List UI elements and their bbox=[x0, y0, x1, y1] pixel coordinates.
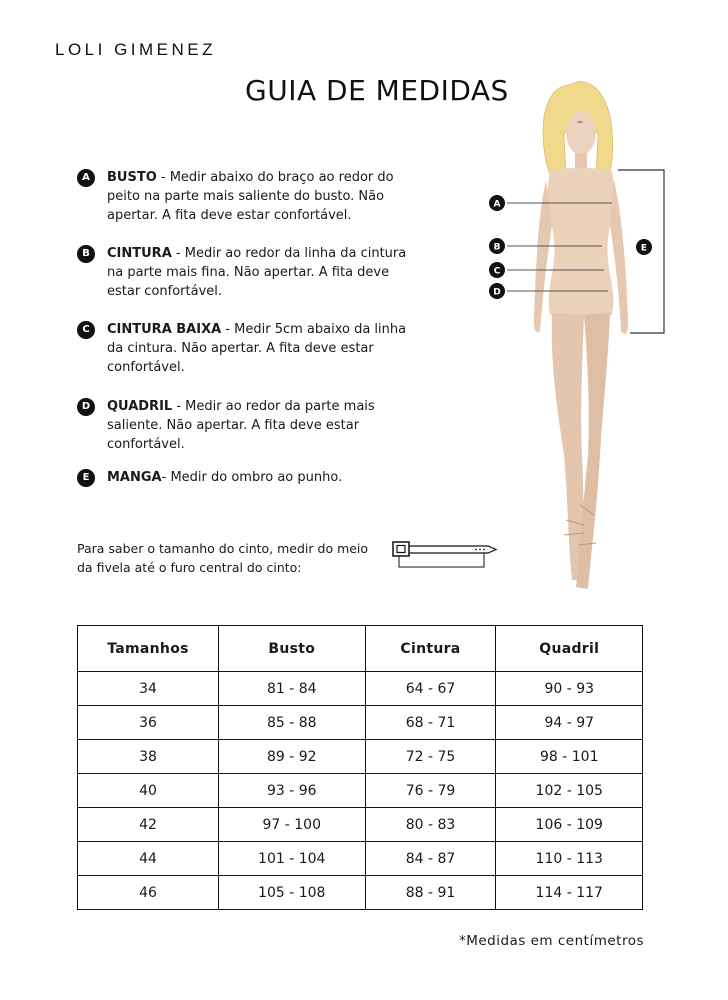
cell-size: 36 bbox=[78, 706, 219, 740]
cell-size: 34 bbox=[78, 672, 219, 706]
cell-cintura: 80 - 83 bbox=[365, 808, 496, 842]
table-row bbox=[78, 740, 643, 774]
cell-quadril: 98 - 101 bbox=[496, 740, 643, 774]
cell-busto: 93 - 96 bbox=[219, 774, 366, 808]
cell-busto: 89 - 92 bbox=[219, 740, 366, 774]
measurement-item-manga bbox=[77, 468, 342, 487]
measurement-separator: - bbox=[221, 322, 235, 337]
footnote: *Medidas em centímetros bbox=[458, 933, 644, 949]
cell-size: 38 bbox=[78, 740, 219, 774]
cell-cintura: 68 - 71 bbox=[365, 706, 496, 740]
measurement-separator: - bbox=[171, 246, 185, 261]
table-row bbox=[78, 774, 643, 808]
table-row bbox=[78, 808, 643, 842]
cell-quadril: 110 - 113 bbox=[496, 842, 643, 876]
cell-cintura: 88 - 91 bbox=[365, 876, 496, 910]
cell-size: 40 bbox=[78, 774, 219, 808]
table-row bbox=[78, 876, 643, 910]
measurement-item-quadril bbox=[77, 397, 417, 454]
brand-logo: LOLI GIMENEZ bbox=[55, 40, 217, 59]
measurement-term: CINTURA bbox=[107, 246, 172, 261]
figure-label-a: A bbox=[493, 199, 501, 210]
header-cintura: Cintura bbox=[365, 626, 496, 672]
badge-a: A bbox=[77, 169, 95, 187]
measurement-description: Medir do ombro ao punho. bbox=[170, 470, 343, 485]
cell-cintura: 72 - 75 bbox=[365, 740, 496, 774]
measurement-description: Medir abaixo do braço ao redor do peito na parte mais saliente do busto. Não apertar. A fita deve estar confortável. bbox=[107, 170, 394, 223]
page-title: GUIA DE MEDIDAS bbox=[245, 74, 509, 107]
cell-busto: 85 - 88 bbox=[219, 706, 366, 740]
figure-label-e: E bbox=[640, 243, 648, 254]
badge-c: C bbox=[77, 321, 95, 339]
measurement-term: BUSTO bbox=[107, 170, 157, 185]
badge-d: D bbox=[77, 398, 95, 416]
table-row bbox=[78, 706, 643, 740]
cell-quadril: 90 - 93 bbox=[496, 672, 643, 706]
cell-size: 42 bbox=[78, 808, 219, 842]
belt-note: Para saber o tamanho do cinto, medir do meio da fivela até o furo central do cinto: bbox=[77, 541, 369, 575]
cell-size: 44 bbox=[78, 842, 219, 876]
header-quadril: Quadril bbox=[496, 626, 643, 672]
cell-busto: 81 - 84 bbox=[219, 672, 366, 706]
measurement-term: MANGA bbox=[107, 470, 162, 485]
cell-busto: 105 - 108 bbox=[219, 876, 366, 910]
badge-e: E bbox=[77, 469, 95, 487]
measurement-description: Medir 5cm abaixo da linha da cintura. Não apertar. A fita deve estar confortável. bbox=[107, 322, 407, 375]
cell-cintura: 64 - 67 bbox=[365, 672, 496, 706]
table-row bbox=[78, 842, 643, 876]
cell-busto: 97 - 100 bbox=[219, 808, 366, 842]
measurement-separator: - bbox=[156, 170, 170, 185]
cell-quadril: 102 - 105 bbox=[496, 774, 643, 808]
cell-cintura: 84 - 87 bbox=[365, 842, 496, 876]
cell-cintura: 76 - 79 bbox=[365, 774, 496, 808]
badge-b: B bbox=[77, 245, 95, 263]
measurement-term: CINTURA BAIXA bbox=[107, 322, 222, 337]
header-busto: Busto bbox=[219, 626, 366, 672]
figure-label-b: B bbox=[493, 242, 501, 253]
table-row bbox=[78, 672, 643, 706]
cell-size: 46 bbox=[78, 876, 219, 910]
measurement-item-cintura-baixa bbox=[77, 320, 417, 377]
measurement-item-cintura bbox=[77, 244, 417, 301]
measurement-term: QUADRIL bbox=[107, 399, 173, 414]
table-header-row bbox=[78, 626, 643, 672]
header-tamanhos: Tamanhos bbox=[78, 626, 219, 672]
cell-quadril: 114 - 117 bbox=[496, 876, 643, 910]
measurement-separator: - bbox=[172, 399, 186, 414]
measurement-description: Medir ao redor da parte mais saliente. Não apertar. A fita deve estar confortável. bbox=[107, 399, 375, 452]
cell-quadril: 106 - 109 bbox=[496, 808, 643, 842]
cell-busto: 101 - 104 bbox=[219, 842, 366, 876]
figure-label-d: D bbox=[493, 287, 501, 298]
measurement-separator: - bbox=[161, 470, 171, 485]
fashion-figure-illustration bbox=[480, 75, 680, 600]
cell-quadril: 94 - 97 bbox=[496, 706, 643, 740]
figure-label-c: C bbox=[493, 266, 501, 277]
measurement-item-busto bbox=[77, 168, 417, 225]
measurement-description: Medir ao redor da linha da cintura na parte mais fina. Não apertar. A fita deve estar confortável. bbox=[107, 246, 407, 299]
size-table bbox=[77, 625, 643, 910]
